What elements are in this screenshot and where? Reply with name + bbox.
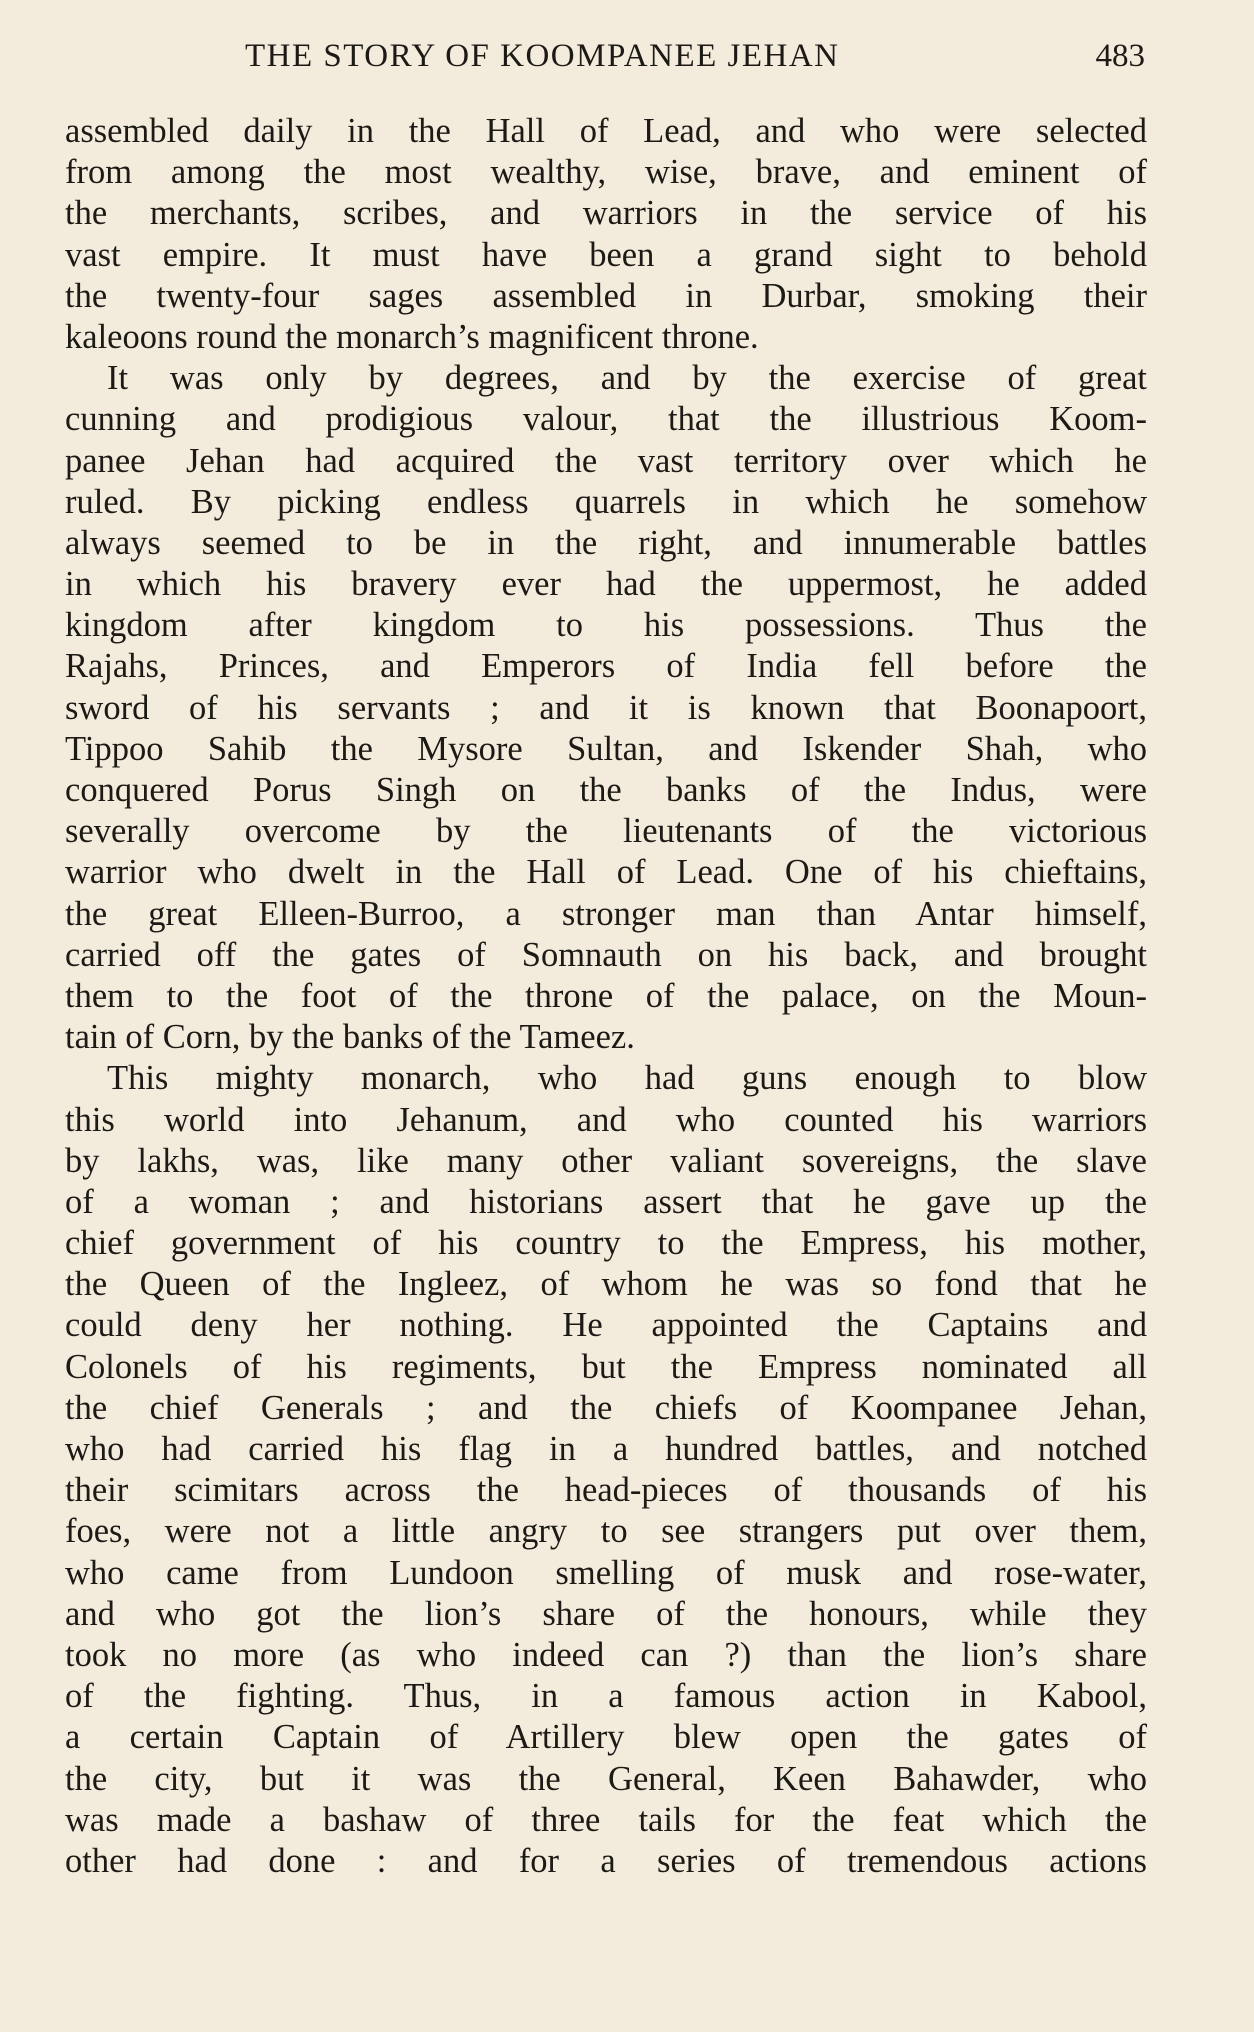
text-line: in which his bravery ever had the uppermost, he added	[65, 565, 1147, 604]
text-line: this world into Jehanum, and who counted his warriors	[65, 1100, 1147, 1139]
text-line: of a woman ; and historians assert that he gave up the	[65, 1182, 1147, 1221]
text-line: conquered Porus Singh on the banks of the Indus, were	[65, 771, 1147, 809]
text-line: who had carried his flag in a hundred battles, and notched	[65, 1430, 1147, 1468]
text-line: carried off the gates of Somnauth on his back, and brought	[65, 935, 1147, 974]
text-line: Rajahs, Princes, and Emperors of India fell before the	[65, 647, 1147, 686]
running-head	[245, 36, 1145, 76]
text-line: their scimitars across the head-pieces of thousands of his	[65, 1471, 1147, 1510]
text-line: the twenty-four sages assembled in Durbar, smoking their	[65, 276, 1147, 315]
text-line: the merchants, scribes, and warriors in the service of his	[65, 194, 1147, 233]
text-line: other had done : and for a series of tremendous actions	[65, 1841, 1147, 1880]
text-line: the chief Generals ; and the chiefs of Koompanee Jehan,	[65, 1388, 1147, 1427]
text-line: Tippoo Sahib the Mysore Sultan, and Iskender Shah, who	[65, 729, 1147, 768]
text-line: who came from Lundoon smelling of musk and rose-water,	[65, 1553, 1147, 1592]
text-line: from among the most wealthy, wise, brave, and eminent of	[65, 153, 1147, 192]
text-line: the great Elleen-Burroo, a stronger man than Antar himself,	[65, 894, 1147, 933]
text-line: assembled daily in the Hall of Lead, and who were selected	[65, 112, 1147, 150]
text-line: the city, but it was the General, Keen Bahawder, who	[65, 1759, 1147, 1798]
text-line: took no more (as who indeed can ?) than the lion’s share	[65, 1635, 1147, 1674]
text-line: them to the foot of the throne of the palace, on the Moun-	[65, 976, 1147, 1015]
text-line: could deny her nothing. He appointed the Captains and	[65, 1306, 1147, 1345]
text-line: severally overcome by the lieutenants of the victorious	[65, 812, 1147, 851]
text-line: always seemed to be in the right, and innumerable battles	[65, 523, 1147, 562]
text-line: This mighty monarch, who had guns enough to blow	[107, 1059, 1147, 1098]
text-line: the Queen of the Ingleez, of whom he was so fond that he	[65, 1265, 1147, 1304]
text-line: a certain Captain of Artillery blew open the gates of	[65, 1718, 1147, 1757]
text-line: vast empire. It must have been a grand sight to behold	[65, 235, 1147, 274]
running-title: THE STORY OF KOOMPANEE JEHAN	[245, 38, 840, 74]
text-line: tain of Corn, by the banks of the Tameez.	[65, 1018, 635, 1057]
text-line: kaleoons round the monarch’s magnificent throne.	[65, 317, 759, 356]
text-line: kingdom after kingdom to his possessions. Thus the	[65, 606, 1147, 645]
text-line: Colonels of his regiments, but the Empress nominated all	[65, 1347, 1147, 1386]
text-line: ruled. By picking endless quarrels in which he somehow	[65, 482, 1147, 521]
body-text	[65, 111, 1147, 1882]
text-line: was made a bashaw of three tails for the feat which the	[65, 1800, 1147, 1839]
text-line: It was only by degrees, and by the exercise of great	[107, 359, 1147, 398]
text-line: foes, were not a little angry to see strangers put over them,	[65, 1512, 1147, 1551]
text-line: of the fighting. Thus, in a famous action in Kabool,	[65, 1677, 1147, 1716]
text-line: by lakhs, was, like many other valiant sovereigns, the slave	[65, 1141, 1147, 1180]
page-number: 483	[1095, 38, 1145, 74]
text-line: and who got the lion’s share of the honours, while they	[65, 1594, 1147, 1633]
text-line: cunning and prodigious valour, that the illustrious Koom-	[65, 400, 1147, 439]
text-line: chief government of his country to the Empress, his mother,	[65, 1224, 1147, 1263]
text-line: sword of his servants ; and it is known that Boonapoort,	[65, 688, 1147, 727]
text-line: warrior who dwelt in the Hall of Lead. One of his chieftains,	[65, 853, 1147, 892]
text-line: panee Jehan had acquired the vast territory over which he	[65, 441, 1147, 480]
